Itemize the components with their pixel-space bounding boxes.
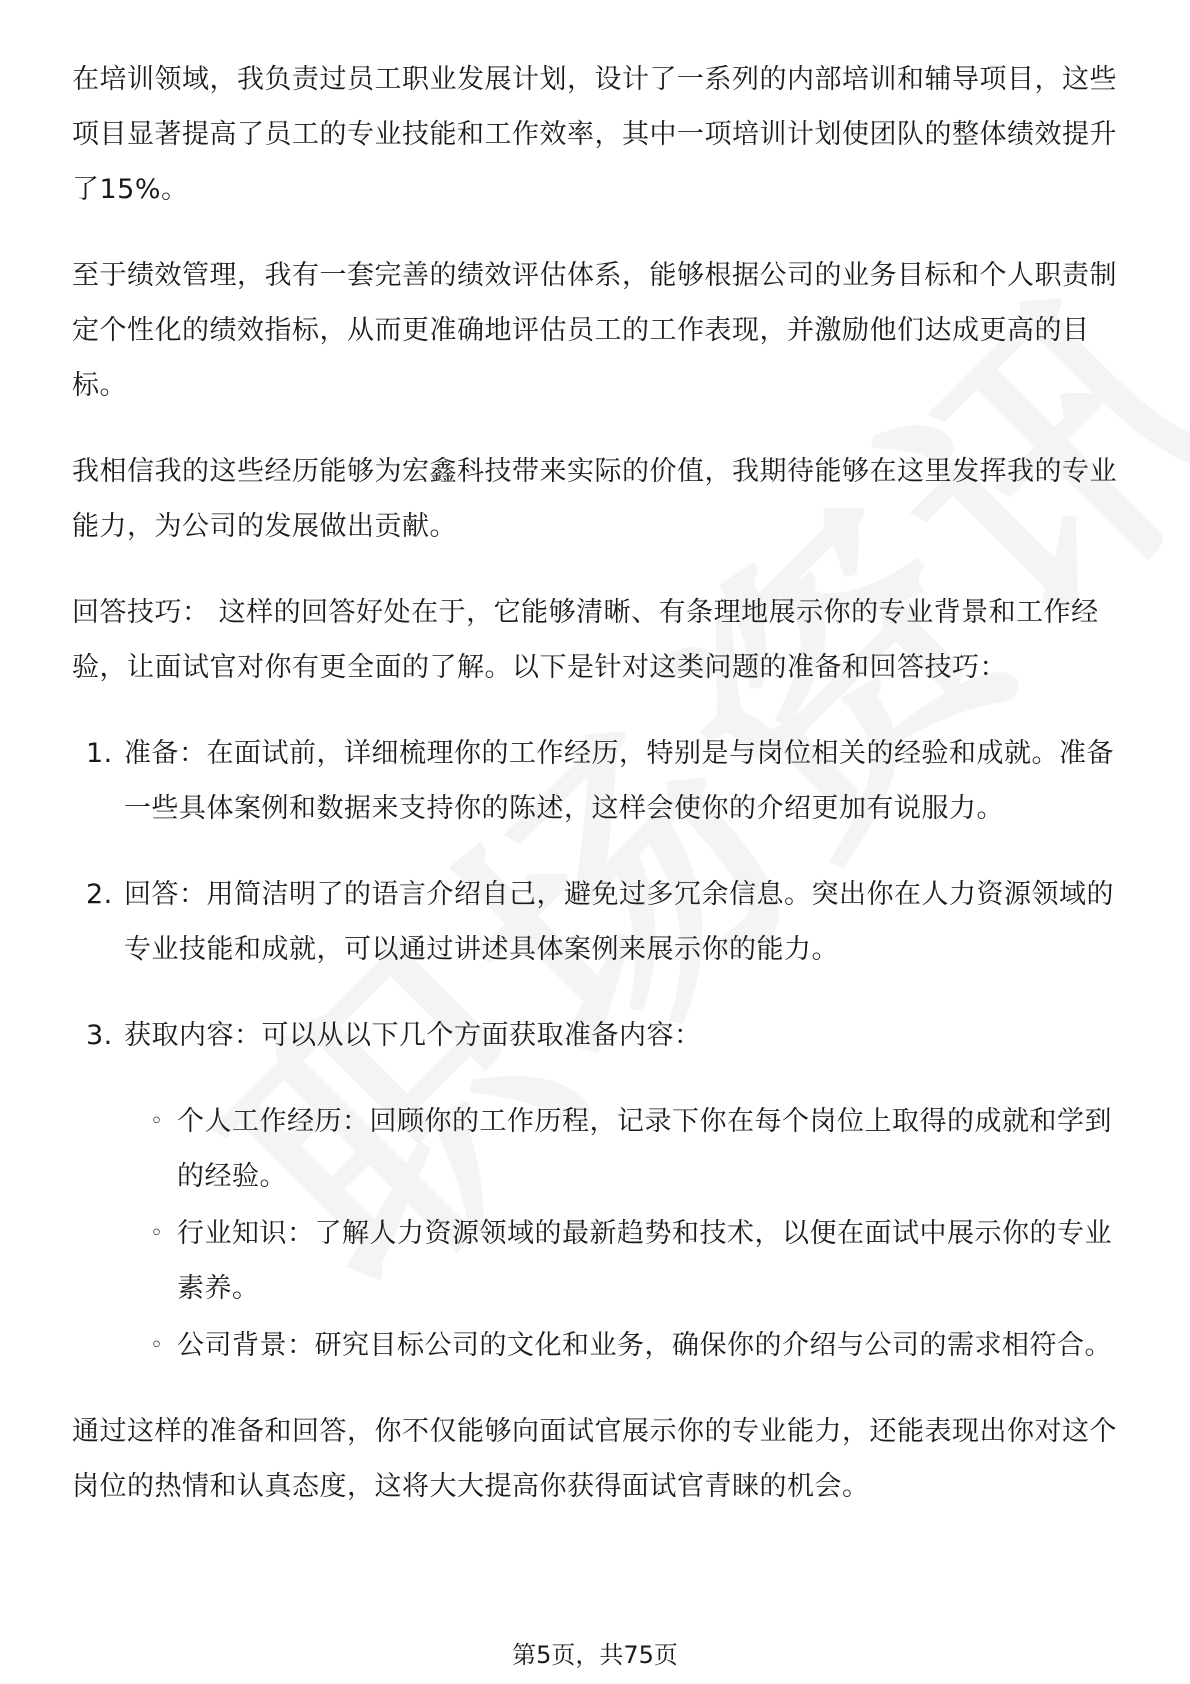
list-item — [72, 1008, 1122, 1063]
bullet-icon: ◦ — [150, 1109, 164, 1134]
sub-list-item — [72, 1094, 1122, 1204]
sub-list-item — [72, 1318, 1122, 1373]
list-item — [72, 726, 1122, 836]
page-content — [72, 52, 1122, 1514]
sub-list-item-text: 行业知识：了解人力资源领域的最新趋势和技术，以便在面试中展示你的专业素养。 — [177, 1218, 1112, 1304]
sub-list-item-text: 个人工作经历：回顾你的工作历程，记录下你在每个岗位上取得的成就和学到的经验。 — [177, 1106, 1112, 1192]
sub-list-item-text: 公司背景：研究目标公司的文化和业务，确保你的介绍与公司的需求相符合。 — [177, 1330, 1112, 1361]
page-number: 第5页，共75页 — [512, 1641, 678, 1669]
paragraph-closing: 通过这样的准备和回答，你不仅能够向面试官展示你的专业能力，还能表现出你对这个岗位的热情和认真态度，这将大大提高你获得面试官青睐的机会。 — [72, 1416, 1117, 1502]
paragraph-tips: 回答技巧： 这样的回答好处在于，它能够清晰、有条理地展示你的专业背景和工作经验，让面试官对你有更全面的了解。以下是针对这类问题的准备和回答技巧： — [72, 597, 1099, 683]
sub-list-item — [72, 1206, 1122, 1316]
bullet-icon: ◦ — [150, 1221, 164, 1246]
list-item — [72, 867, 1122, 977]
list-number: 2. — [86, 879, 113, 910]
list-item-text: 获取内容：可以从以下几个方面获取准备内容： — [124, 1020, 702, 1051]
list-number: 1. — [86, 738, 113, 769]
bullet-icon: ◦ — [150, 1333, 164, 1358]
paragraph-performance: 至于绩效管理，我有一套完善的绩效评估体系，能够根据公司的业务目标和个人职责制定个性化的绩效指标，从而更准确地评估员工的工作表现，并激励他们达成更高的目标。 — [72, 260, 1117, 401]
list-number: 3. — [86, 1020, 113, 1051]
list-item-text: 准备：在面试前，详细梳理你的工作经历，特别是与岗位相关的经验和成就。准备一些具体案例和数据来支持你的陈述，这样会使你的介绍更加有说服力。 — [124, 738, 1114, 824]
paragraph-training: 在培训领域，我负责过员工职业发展计划，设计了一系列的内部培训和辅导项目，这些项目显著提高了员工的专业技能和工作效率，其中一项培训计划使团队的整体绩效提升了15%。 — [72, 64, 1117, 205]
paragraph-value: 我相信我的这些经历能够为宏鑫科技带来实际的价值，我期待能够在这里发挥我的专业能力，为公司的发展做出贡献。 — [72, 456, 1117, 542]
list-item-text: 回答：用简洁明了的语言介绍自己，避免过多冗余信息。突出你在人力资源领域的专业技能和成就，可以通过讲述具体案例来展示你的能力。 — [124, 879, 1114, 965]
